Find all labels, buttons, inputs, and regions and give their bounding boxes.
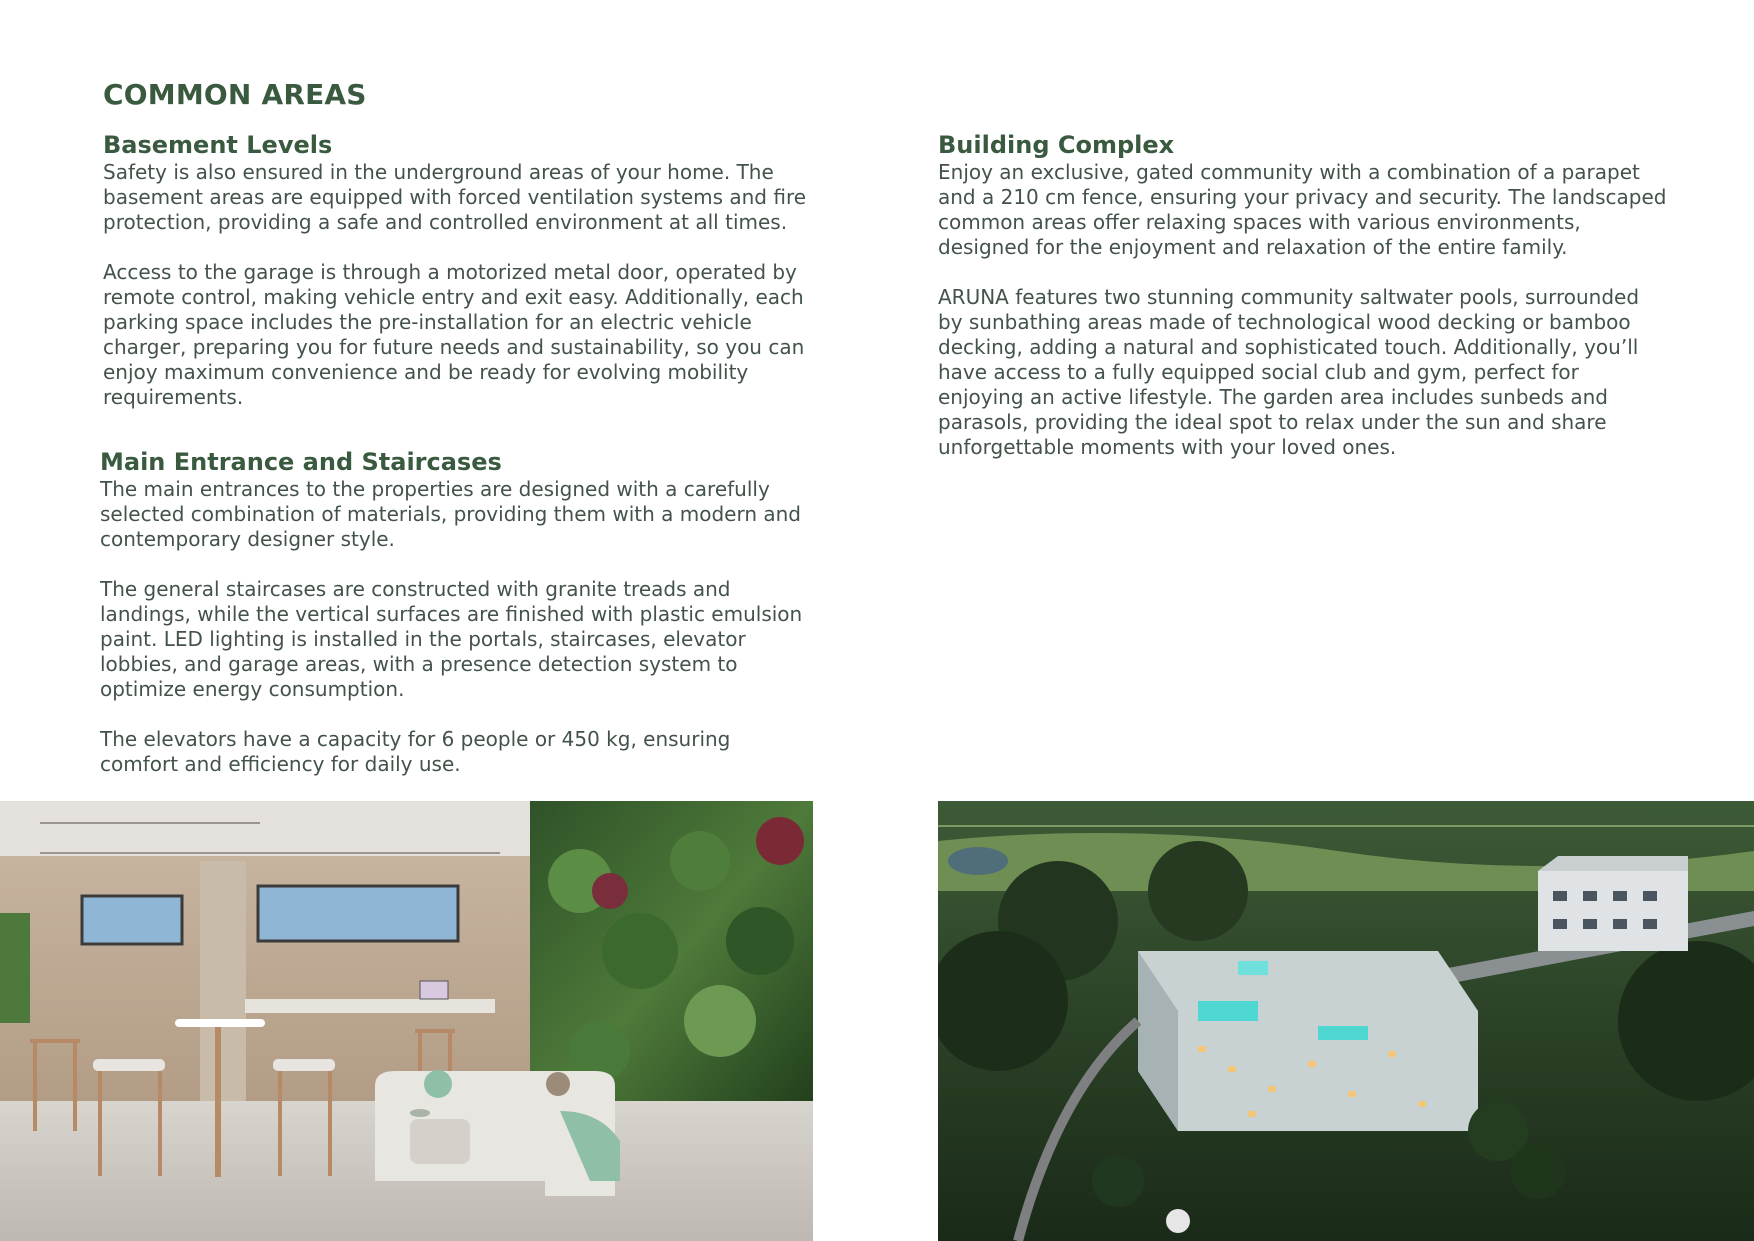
section-heading: Basement Levels xyxy=(103,131,333,159)
section-heading: Building Complex xyxy=(938,131,1175,159)
section-paragraph: The main entrances to the properties are designed with a carefully selected combination of materials, providing them with a modern and contemporary designer style. xyxy=(100,477,801,551)
section-paragraph: The elevators have a capacity for 6 people or 450 kg, ensuring comfort and efficiency for daily use. xyxy=(100,727,731,776)
page-title: COMMON AREAS xyxy=(103,78,367,111)
section-building-complex xyxy=(938,130,1668,460)
section-paragraph: Safety is also ensured in the underground areas of your home. The basement areas are equipped with forced ventilation systems and fire protection, providing a safe and controlled environment at all times. xyxy=(103,160,807,234)
section-paragraph: Access to the garage is through a motorized metal door, operated by remote control, making vehicle entry and exit easy. Additionally, each parking space includes the pre-installation for an electric vehicle charger, preparing you for future needs and sustainability, so you can enjoy maximum convenience and be ready for evolving mobility requirements. xyxy=(103,260,805,409)
section-paragraph: ARUNA features two stunning community saltwater pools, surrounded by sunbathing areas made of technological wood decking or bamboo decking, adding a natural and sophisticated touch. Additionally, you’ll have access to a fully equipped social club and gym, perfect for enjoying an active lifestyle. The garden area includes sunbeds and parasols, providing the ideal spot to relax under the sun and share unforgettable moments with your loved ones. xyxy=(938,285,1640,459)
section-paragraph: The general staircases are constructed with granite treads and landings, while the vertical surfaces are finished with plastic emulsion paint. LED lighting is installed in the portals, staircases, elevator lobbies, and garage areas, with a presence detection system to optimize energy consumption. xyxy=(100,577,803,701)
section-heading: Main Entrance and Staircases xyxy=(100,448,502,476)
section-main-entrance xyxy=(100,447,810,777)
aerial-night-view-photo xyxy=(938,801,1754,1241)
section-basement-levels xyxy=(103,130,813,410)
section-paragraph: Enjoy an exclusive, gated community with a combination of a parapet and a 210 cm fence, ensuring your privacy and security. The landscaped common areas offer relaxing spaces with various environments, designed for the enjoyment and relaxation of the entire family. xyxy=(938,160,1667,259)
social-club-interior-photo xyxy=(0,801,813,1241)
